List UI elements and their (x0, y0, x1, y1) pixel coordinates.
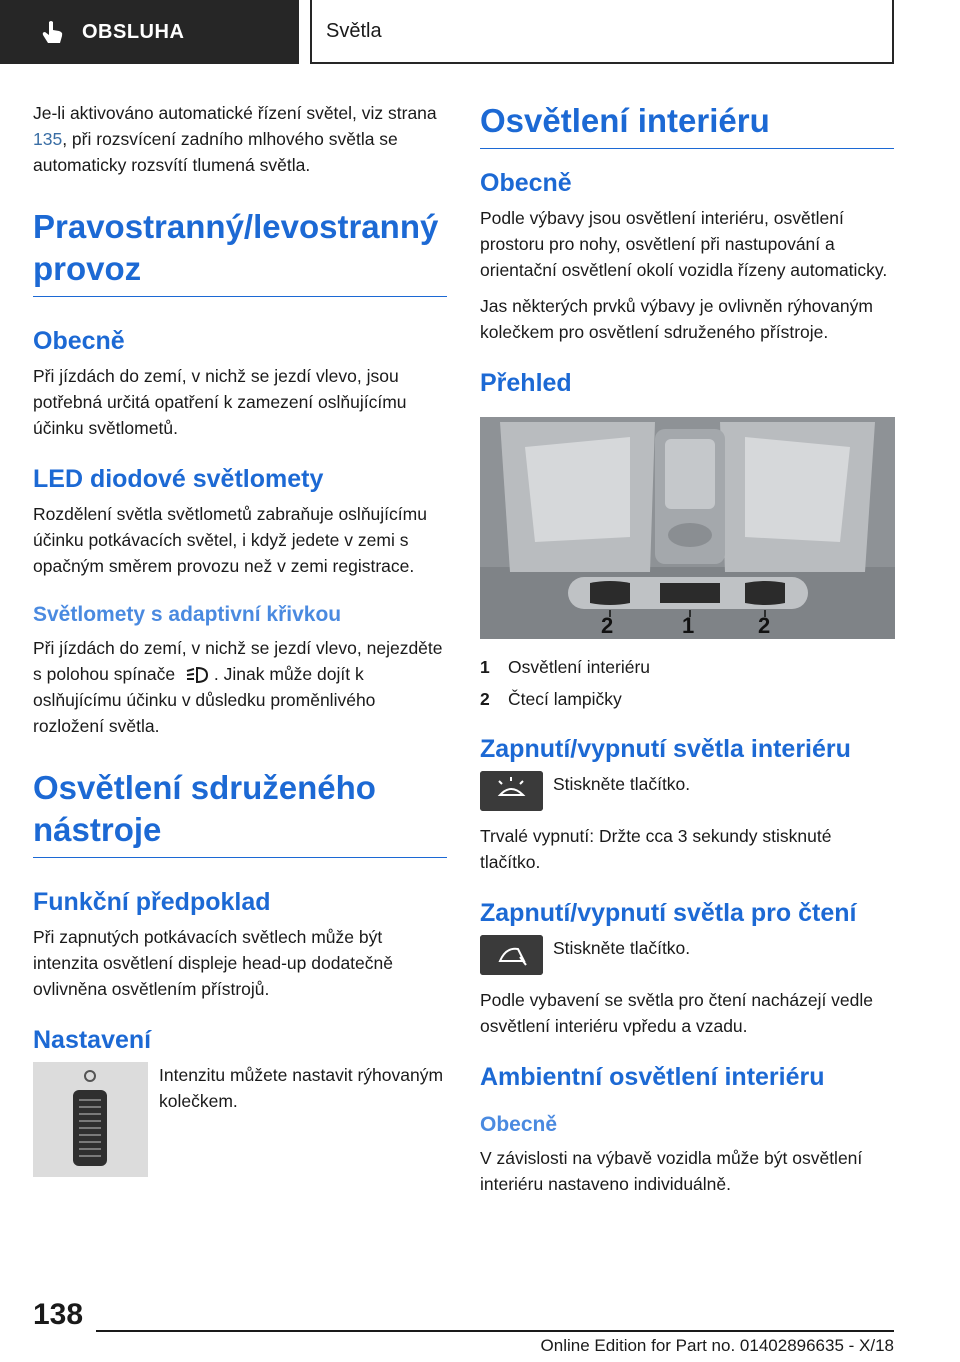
dimmer-wheel-icon (33, 1062, 148, 1177)
legend-text: Osvětlení interiéru (508, 657, 651, 677)
legend-row-2 (480, 683, 894, 715)
heading-setting: Nastavení (33, 1026, 152, 1054)
paragraph-permanent-off: Trvalé vypnutí: Držte cca 3 sekundy stisknuté tlačítko. (480, 826, 832, 872)
interior-light-button (480, 771, 543, 811)
legend-row-1 (480, 651, 894, 683)
page-number: 138 (33, 1298, 84, 1331)
footer-divider (96, 1330, 894, 1332)
heading-adaptive: Světlomety s adaptivní křivkou (33, 603, 342, 626)
chapter-box (310, 0, 894, 64)
paragraph-general-right-2: Jas některých prvků výbavy je ovlivněn rýhovaným kolečkem pro osvětlení sdruženého přístroje. (480, 296, 873, 342)
paragraph-reading-info: Podle vybavení se světla pro čtení nacházejí vedle osvětlení interiéru vpředu a vzadu. (480, 990, 874, 1036)
left-column (33, 100, 447, 1177)
photo-label-left: 2 (601, 613, 614, 638)
heading-general-right: Obecně (480, 169, 572, 197)
heading-traffic: Pravostranný/levostranný provoz (33, 206, 447, 297)
interior-light-panel-image (480, 417, 895, 639)
paragraph-ambient: V závislosti na výbavě vozidla může být osvětlení interiéru nastaveno individuálně. (480, 1148, 863, 1194)
light-switch-icon (184, 664, 210, 686)
photo-label-right: 2 (758, 613, 771, 638)
chapter-label: Světla (326, 19, 382, 42)
hand-pointer-icon (40, 19, 66, 45)
paragraph-press-1: Stiskněte tlačítko. (553, 774, 691, 794)
legend-number: 2 (480, 689, 490, 709)
interior-light-photo (480, 417, 895, 639)
paragraph-led: Rozdělení světla světlometů zabraňuje oslňujícímu účinku potkávacích světel, i když jedete v zemi s opačným směrem provozu než v zemi registrace. (33, 504, 427, 576)
interior-button-row (480, 771, 894, 811)
reading-light-icon (480, 935, 543, 975)
paragraph-general-left: Při jízdách do zemí, v nichž se jezdí vlevo, jsou potřebná určitá opatření k zamezení oslňujícímu účinku světlometů. (33, 366, 407, 438)
legend-text: Čtecí lampičky (508, 689, 622, 709)
photo-label-center: 1 (682, 613, 695, 638)
interior-light-icon (480, 771, 543, 811)
heading-led: LED diodové světlomety (33, 465, 324, 493)
edition-label: Online Edition for Part no. 01402896635 - X/18 (540, 1336, 894, 1355)
heading-instrument: Osvětlení sdruženého nástroje (33, 767, 447, 858)
right-column (480, 100, 894, 1207)
heading-interior: Osvětlení interiéru (480, 100, 894, 149)
paragraph-press-2: Stiskněte tlačítko. (553, 938, 691, 958)
paragraph-general-right-1: Podle výbavy jsou osvětlení interiéru, osvětlení prostoru pro nohy, osvětlení při nastupování a orientační osvětlení okolí vozidla řízeny automaticky. (480, 208, 888, 280)
page-link[interactable]: 135 (33, 129, 63, 149)
legend-number: 1 (480, 657, 490, 677)
paragraph-setting: Intenzitu můžete nastavit rýhovaným kolečkem. (159, 1065, 444, 1111)
dimmer-wheel-image (33, 1062, 148, 1177)
heading-switch-interior: Zapnutí/vypnutí světla interiéru (480, 735, 851, 763)
setting-block (33, 1062, 447, 1177)
heading-switch-reading: Zapnutí/vypnutí světla pro čtení (480, 899, 857, 927)
heading-overview: Přehled (480, 369, 572, 397)
heading-ambient: Ambientní osvětlení interiéru (480, 1063, 825, 1091)
heading-general-left: Obecně (33, 327, 125, 355)
paragraph-function: Při zapnutých potkávacích světlech může být intenzita osvětlení displeje head-up dodatečně ovlivněna osvětlením přístrojů. (33, 927, 393, 999)
section-label: OBSLUHA (82, 20, 185, 43)
reading-light-button (480, 935, 543, 975)
reading-button-row (480, 935, 894, 975)
section-tab (0, 0, 299, 64)
intro-paragraph: Je-li aktivováno automatické řízení světel, viz strana 135, při rozsvícení zadního mlhového světla se automaticky rozsvítí tlumená světla. (33, 103, 437, 175)
heading-general-ambient: Obecně (480, 1113, 558, 1136)
paragraph-adaptive: Při jízdách do zemí, v nichž se jezdí vlevo, nejezděte s polohou spínače . Jinak může dojít k oslňujícímu účinku v důsledku proměnlivého rozložení světla. (33, 638, 443, 736)
heading-function: Funkční předpoklad (33, 888, 271, 916)
